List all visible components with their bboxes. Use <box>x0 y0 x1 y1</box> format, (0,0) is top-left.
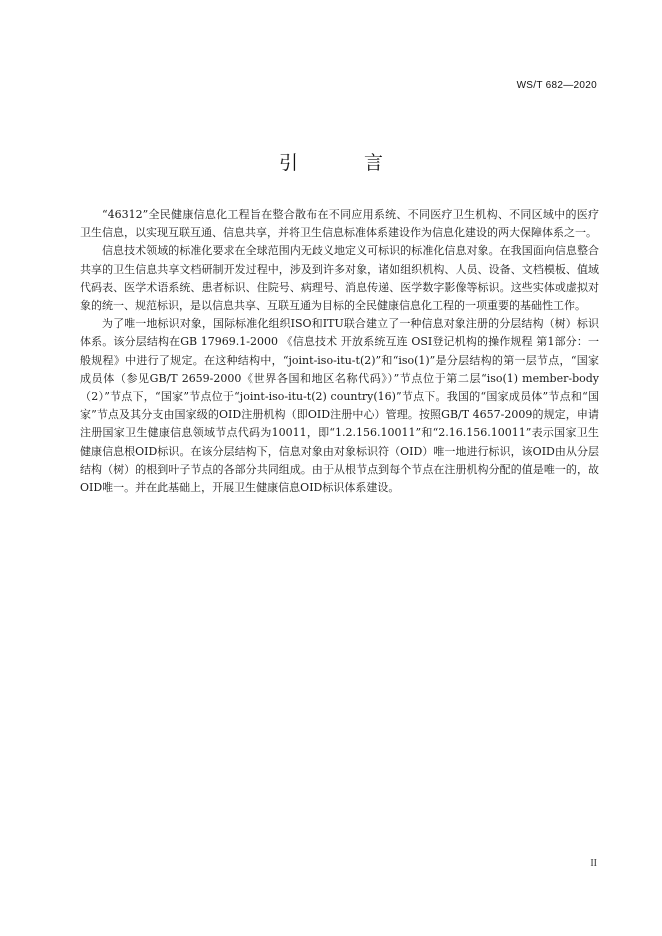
paragraph-1: “46312”全民健康信息化工程旨在整合散布在不同应用系统、不同医疗卫生机构、不同区域中的医疗卫生信息，以实现互联互通、信息共享，并将卫生信息标准体系建设作为信息化建设的两大保障体系之一。 <box>80 208 599 240</box>
standard-code: WS/T 682—2020 <box>516 80 597 91</box>
page-number: II <box>590 858 597 869</box>
paragraph-3: 为了唯一地标识对象，国际标准化组织ISO和ITU联合建立了一种信息对象注册的分层结构（树）标识体系。该分层结构在GB 17969.1-2000 《信息技术 开放系统互连 OSI登记机构的操作规程 第1部分：一般规程》中进行了规定。在这种结构中，“joint-iso-itu-t(2)”和“iso(1)”是分层结构的第一层节点，“国家成员体（参见GB/T 2659-2000《世界各国和地区名称代码》）”节点位于第二层“iso(1) member-body（2）”节点下，“国家”节点位于“joint-iso-itu-t(2) country(16)”节点下。我国的“国家成员体”节点和“国家”节点及其分支由国家级的OID注册机构（即OID注册中心）管理。按照GB/T 4657-2009的规定，申请注册国家卫生健康信息领域节点代码为10011，即“1.2.156.10011”和“2.16.156.10011”表示国家卫生健康信息根OID标识。在该分层结构下，信息对象由对象标识符（OID）唯一地进行标识，该OID由从分层结构（树）的根到叶子节点的各部分共同组成。由于从根节点到每个节点在注册机构分配的值是唯一的，故OID唯一。并在此基础上，开展卫生健康信息OID标识体系建设。 <box>80 317 599 495</box>
page-title: 引 言 <box>278 152 414 174</box>
body-text <box>80 206 599 497</box>
paragraph-2: 信息技术领域的标准化要求在全球范围内无歧义地定义可标识的标准化信息对象。在我国面向信息整合共享的卫生信息共享文档研制开发过程中，涉及到许多对象，诸如组织机构、人员、设备、文档模板、值域代码表、医学术语系统、患者标识、住院号、病理号、消息传递、医学数字影像等标识。这些实体或虚拟对象的统一、规范标识，是以信息共享、互联互通为目标的全民健康信息化工程的一项重要的基础性工作。 <box>80 244 599 313</box>
